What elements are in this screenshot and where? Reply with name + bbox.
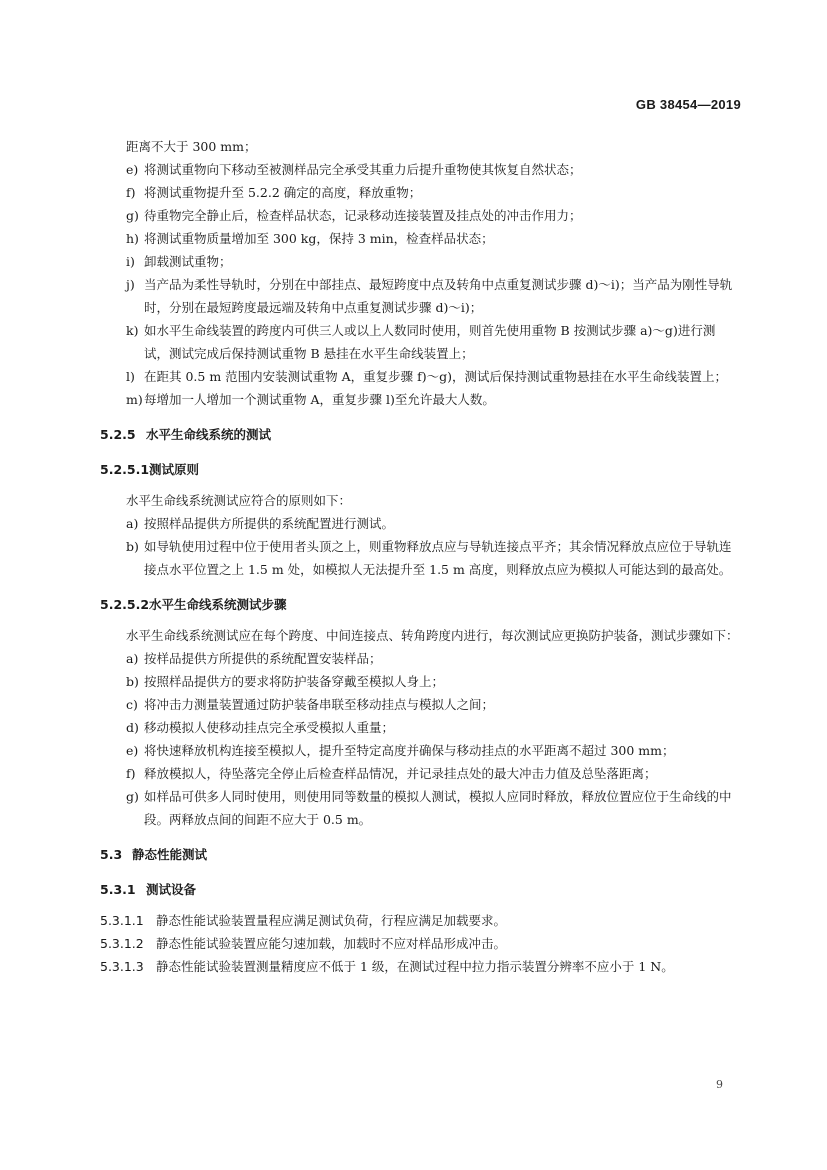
list-item — [100, 716, 740, 739]
section-number: 5.3.1 — [100, 882, 136, 897]
list-item — [100, 512, 740, 535]
list-item — [100, 762, 740, 785]
list-item-text: 将冲击力测量装置通过防护装备串联至移动挂点与模拟人之间； — [144, 697, 495, 712]
list-item — [100, 693, 740, 716]
section-number: 5.3 — [100, 847, 123, 862]
list-item-label: e) — [126, 162, 139, 177]
section-title: 水平生命线系统测试步骤 — [149, 597, 287, 612]
section-title: 测试设备 — [146, 882, 197, 897]
section-heading-5-2-5-2 — [100, 593, 740, 616]
section-number: 5.2.5 — [100, 427, 136, 442]
list-item — [100, 250, 740, 273]
steps-intro: 水平生命线系统测试应在每个跨度、中间连接点、转角跨度内进行，每次测试应更换防护装备，测试步骤如下： — [126, 628, 739, 643]
list-item-label: d) — [126, 720, 139, 735]
list-item-label: j) — [126, 277, 135, 292]
standard-number-header: GB 38454—2019 — [635, 97, 741, 112]
section-title: 水平生命线系统的测试 — [146, 427, 272, 442]
list-item-text: 当产品为柔性导轨时，分别在中部挂点、最短跨度中点及转角中点重复测试步骤 d)～i)；当产品为刚性导轨时，分别在最短跨度最远端及转角中点重复测试步骤 d)～i)； — [144, 277, 733, 315]
list-item-text: 待重物完全静止后，检查样品状态，记录移动连接装置及挂点处的冲击作用力； — [144, 208, 582, 223]
list-item-text: 每增加一人增加一个测试重物 A，重复步骤 l)至允许最大人数。 — [144, 392, 495, 407]
list-item — [100, 670, 740, 693]
equipment-clauses — [100, 909, 740, 978]
list-item-label: b) — [126, 539, 139, 554]
section-heading-5-3 — [100, 843, 740, 866]
list-item — [100, 158, 740, 181]
page-number: 9 — [716, 1078, 723, 1091]
list-item — [100, 227, 740, 250]
list-item-label: f) — [126, 185, 136, 200]
list-item-text: 如样品可供多人同时使用，则使用同等数量的模拟人测试，模拟人应同时释放，释放位置应位于生命线的中段。两释放点间的间距不应大于 0.5 m。 — [144, 789, 732, 827]
list-item-text: 按照样品提供方的要求将防护装备穿戴至模拟人身上； — [144, 674, 445, 689]
list-item-text: 按样品提供方所提供的系统配置安装样品； — [144, 651, 382, 666]
list-item-label: m) — [126, 392, 143, 407]
section-heading-5-2-5-1 — [100, 458, 740, 481]
list-item-text: 如水平生命线装置的跨度内可供三人或以上人数同时使用，则首先使用重物 B 按测试步骤 a)～g)进行测试，测试完成后保持测试重物 B 悬挂在水平生命线装置上； — [144, 323, 716, 361]
list-item-text: 移动模拟人使移动挂点完全承受模拟人重量； — [144, 720, 395, 735]
clause — [100, 955, 740, 978]
principles-list — [100, 512, 740, 581]
clause-text: 静态性能试验装置应能匀速加载，加载时不应对样品形成冲击。 — [156, 936, 507, 951]
list-item — [100, 204, 740, 227]
clause-number: 5.3.1.2 — [100, 936, 144, 951]
list-item-label: f) — [126, 766, 136, 781]
list-item-text: 释放模拟人，待坠落完全停止后检查样品情况，并记录挂点处的最大冲击力值及总坠落距离； — [144, 766, 657, 781]
section-title: 测试原则 — [149, 462, 200, 477]
document-body — [100, 135, 740, 978]
test-steps-list-1 — [100, 158, 740, 411]
section-number: 5.2.5.1 — [100, 462, 150, 477]
list-item-label: g) — [126, 208, 139, 223]
list-item-label: h) — [126, 231, 139, 246]
list-item-text: 将测试重物提升至 5.2.2 确定的高度，释放重物； — [144, 185, 422, 200]
list-item — [100, 273, 740, 319]
clause — [100, 909, 740, 932]
list-item-text: 按照样品提供方所提供的系统配置进行测试。 — [144, 516, 395, 531]
list-item — [100, 388, 740, 411]
continuation-line: 距离不大于 300 mm； — [126, 139, 257, 154]
list-item-label: i) — [126, 254, 135, 269]
list-item — [100, 365, 740, 388]
section-heading-5-3-1 — [100, 878, 740, 901]
section-heading-5-2-5 — [100, 423, 740, 446]
list-item — [100, 319, 740, 365]
list-item-label: a) — [126, 516, 139, 531]
clause — [100, 932, 740, 955]
section-number: 5.2.5.2 — [100, 597, 150, 612]
list-item-text: 如导轨使用过程中位于使用者头顶之上，则重物释放点应与导轨连接点平齐；其余情况释放点应位于导轨连接点水平位置之上 1.5 m 处，如模拟人无法提升至 1.5 m 高度，则释放点应为模拟人可能达到的最高处。 — [144, 539, 732, 577]
principle-intro: 水平生命线系统测试应符合的原则如下： — [126, 493, 352, 508]
list-item-label: c) — [126, 697, 138, 712]
clause-text: 静态性能试验装置量程应满足测试负荷，行程应满足加载要求。 — [156, 913, 507, 928]
list-item-text: 将快速释放机构连接至模拟人，提升至特定高度并确保与移动挂点的水平距离不超过 300 mm； — [144, 743, 675, 758]
list-item-label: e) — [126, 743, 139, 758]
list-item — [100, 535, 740, 581]
list-item — [100, 181, 740, 204]
list-item-label: b) — [126, 674, 139, 689]
list-item-label: k) — [126, 323, 139, 338]
clause-number: 5.3.1.3 — [100, 959, 144, 974]
list-item — [100, 739, 740, 762]
list-item — [100, 785, 740, 831]
list-item-label: g) — [126, 789, 139, 804]
list-item — [100, 647, 740, 670]
list-item-text: 卸载测试重物； — [144, 254, 232, 269]
list-item-text: 在距其 0.5 m 范围内安装测试重物 A，重复步骤 f)～g)，测试后保持测试重物悬挂在水平生命线装置上； — [144, 369, 728, 384]
test-steps-list-2 — [100, 647, 740, 831]
clause-text: 静态性能试验装置测量精度应不低于 1 级，在测试过程中拉力指示装置分辨率不应小于 1 N。 — [156, 959, 674, 974]
section-title: 静态性能测试 — [132, 847, 208, 862]
list-item-label: a) — [126, 651, 139, 666]
list-item-text: 将测试重物质量增加至 300 kg，保持 3 min，检查样品状态； — [144, 231, 494, 246]
clause-number: 5.3.1.1 — [100, 913, 144, 928]
list-item-label: l) — [126, 369, 135, 384]
list-item-text: 将测试重物向下移动至被测样品完全承受其重力后提升重物使其恢复自然状态； — [144, 162, 582, 177]
